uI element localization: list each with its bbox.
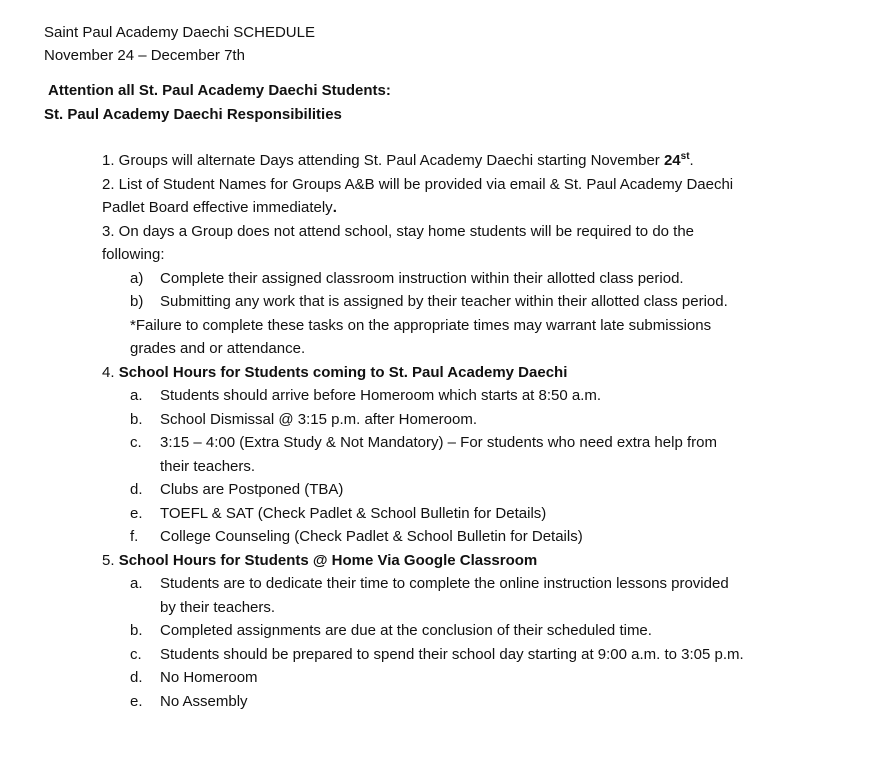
item-5-number: 5. (102, 551, 119, 569)
item-1-date-suffix: st (680, 151, 690, 162)
item-5a-line-2: by their teachers. (160, 598, 276, 616)
list-item-5-heading (102, 549, 802, 573)
item-5e-text: No Assembly (160, 692, 248, 710)
item-1-period: . (689, 152, 694, 169)
item-4f-marker: f. (130, 528, 139, 545)
list-item-5e (102, 690, 802, 714)
item-3-note-line-2: grades and or attendance. (130, 340, 306, 357)
item-4e-text: TOEFL & SAT (Check Padlet & School Bulletin for Details) (160, 504, 547, 522)
list-item-2-line-2 (102, 196, 802, 220)
item-3b-marker: b) (130, 293, 144, 310)
item-4a-text: Students should arrive before Homeroom which starts at 8:50 a.m. (160, 387, 602, 404)
item-2-text: Padlet Board effective immediately (102, 199, 333, 216)
item-4c-line-1: 3:15 – 4:00 (Extra Study & Not Mandatory) – For students who need extra help from (160, 434, 717, 451)
item-5b-marker: b. (130, 622, 143, 639)
list-item-4a (102, 384, 802, 408)
list-item-5b (102, 619, 802, 643)
item-3b-text: Submitting any work that is assigned by their teacher within their allotted class period. (160, 293, 728, 310)
item-3a-text: Complete their assigned classroom instruction within their allotted class period. (160, 269, 684, 287)
item-5a-marker: a. (130, 575, 143, 592)
list-item-4b (102, 408, 802, 432)
item-5b-text: Completed assignments are due at the conclusion of their scheduled time. (160, 622, 652, 639)
list-item-4-heading (102, 361, 802, 385)
item-5e-marker: e. (130, 692, 143, 710)
item-5a-line-1: Students are to dedicate their time to complete the online instruction lessons provided (160, 575, 729, 592)
list-item-4d (102, 478, 802, 502)
item-4c-marker: c. (130, 434, 142, 451)
item-1-text: 1. Groups will alternate Days attending St. Paul Academy Daechi starting November (102, 152, 664, 169)
list-item-4c (102, 431, 802, 455)
list-item-2-line-1: 2. List of Student Names for Groups A&B will be provided via email & St. Paul Academy Daechi (102, 175, 734, 193)
list-item-5a (102, 572, 802, 596)
responsibilities-list (102, 149, 802, 713)
item-4-title: School Hours for Students coming to St. Paul Academy Daechi (118, 363, 568, 381)
item-4a-marker: a. (130, 387, 143, 404)
item-3a-marker: a) (130, 269, 144, 287)
item-1-date: 24 (663, 152, 681, 169)
list-item-3-line-1: 3. On days a Group does not attend school, stay home students will be required to do the (102, 222, 695, 240)
item-4b-text: School Dismissal @ 3:15 p.m. after Homeroom. (160, 410, 477, 428)
item-5d-marker: d. (130, 669, 143, 686)
list-item-4c-cont (102, 455, 802, 479)
list-item-5c (102, 643, 802, 667)
item-5c-marker: c. (130, 645, 142, 663)
schedule-title: Saint Paul Academy Daechi SCHEDULE (44, 24, 315, 41)
list-item-1 (102, 149, 802, 173)
item-4f-text: College Counseling (Check Padlet & School Bulletin for Details) (160, 528, 583, 545)
list-item-5a-cont (102, 596, 802, 620)
item-4d-marker: d. (130, 481, 143, 498)
item-4b-marker: b. (130, 410, 143, 428)
list-item-3a (102, 267, 802, 291)
attention-heading: Attention all St. Paul Academy Daechi Students: (48, 82, 391, 99)
list-item-4e (102, 502, 802, 526)
item-3-note-line-1: *Failure to complete these tasks on the appropriate times may warrant late submissions (130, 316, 712, 334)
item-5d-text: No Homeroom (160, 669, 258, 686)
item-4d-text: Clubs are Postponed (TBA) (160, 481, 344, 498)
responsibilities-heading: St. Paul Academy Daechi Responsibilities (44, 106, 342, 123)
list-item-4f (102, 525, 802, 549)
item-4c-line-2: their teachers. (160, 457, 256, 475)
item-5c-text: Students should be prepared to spend their school day starting at 9:00 a.m. to 3:05 p.m. (160, 645, 744, 663)
list-item-5d (102, 666, 802, 690)
item-4e-marker: e. (130, 504, 143, 522)
list-item-3-line-2: following: (102, 246, 165, 263)
item-4-number: 4. (102, 363, 119, 381)
item-5-title: School Hours for Students @ Home Via Google Classroom (118, 551, 538, 569)
schedule-dates: November 24 – December 7th (44, 47, 245, 64)
item-2-period: . (332, 199, 337, 216)
list-item-3b (102, 290, 802, 314)
